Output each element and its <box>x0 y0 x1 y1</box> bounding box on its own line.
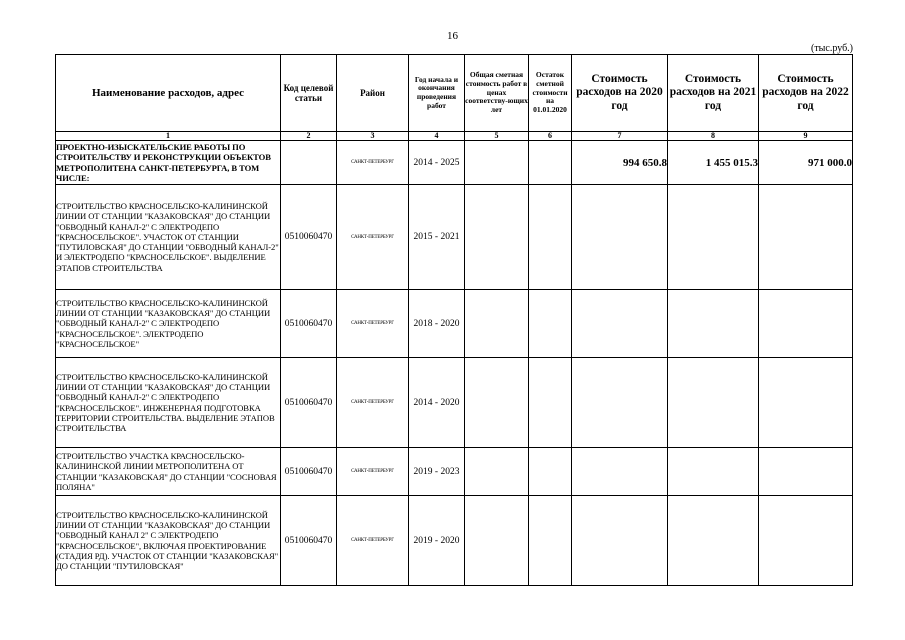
table-row <box>56 290 853 358</box>
column-number: 3 <box>337 132 409 141</box>
column-number: 9 <box>759 132 853 141</box>
column-number: 6 <box>529 132 572 141</box>
row-district: САНКТ-ПЕТЕРБУРГ <box>337 358 409 448</box>
header-name: Наименование расходов, адрес <box>56 55 281 132</box>
header-cost-2020: Стоимость расходов на 2020 год <box>572 55 668 132</box>
header-cost-2021: Стоимость расходов на 2021 год <box>668 55 759 132</box>
row-district: САНКТ-ПЕТЕРБУРГ <box>337 141 409 185</box>
row-cost-2021 <box>668 358 759 448</box>
row-name: СТРОИТЕЛЬСТВО КРАСНОСЕЛЬСКО-КАЛИНИНСКОЙ ЛИНИИ ОТ СТАНЦИИ "КАЗАКОВСКАЯ" ДО СТАНЦИИ "ОБВОДНЫЙ КАНАЛ-2" С ЭЛЕКТРОДЕПО "КРАСНОСЕЛЬСКОЕ". ИНЖЕНЕРНАЯ ПОДГОТОВКА ТЕРРИТОРИИ СТРОИТЕЛЬСТВА. ВЫДЕЛЕНИЕ ЭТАПОВ СТРОИТЕЛЬСТВА <box>56 358 281 448</box>
row-cost-2020: 994 650.8 <box>572 141 668 185</box>
row-cost-2021 <box>668 448 759 496</box>
row-cost-2022 <box>759 290 853 358</box>
row-name: СТРОИТЕЛЬСТВО КРАСНОСЕЛЬСКО-КАЛИНИНСКОЙ ЛИНИИ ОТ СТАНЦИИ "КАЗАКОВСКАЯ" ДО СТАНЦИИ "ОБВОДНЫЙ КАНАЛ-2" С ЭЛЕКТРОДЕПО "КРАСНОСЕЛЬСКОЕ". УЧАСТОК ОТ СТАНЦИИ "ПУТИЛОВСКАЯ" ДО СТАНЦИИ "ОБВОДНЫЙ КАНАЛ-2" И ЭЛЕКТРОДЕПО "КРАСНОСЕЛЬСКОЕ". ВЫДЕЛЕНИЕ ЭТАПОВ СТРОИТЕЛЬСТВА <box>56 185 281 290</box>
row-name: СТРОИТЕЛЬСТВО УЧАСТКА КРАСНОСЕЛЬСКО-КАЛИНИНСКОЙ ЛИНИИ МЕТРОПОЛИТЕНА ОТ СТАНЦИИ "КАЗАКОВСКАЯ" ДО СТАНЦИИ "СОСНОВАЯ ПОЛЯНА" <box>56 448 281 496</box>
row-total-cost <box>465 141 529 185</box>
row-name: СТРОИТЕЛЬСТВО КРАСНОСЕЛЬСКО-КАЛИНИНСКОЙ ЛИНИИ ОТ СТАНЦИИ "КАЗАКОВСКАЯ" ДО СТАНЦИИ "ОБВОДНЫЙ КАНАЛ-2" С ЭЛЕКТРОДЕПО "КРАСНОСЕЛЬСКОЕ". ЭЛЕКТРОДЕПО "КРАСНОСЕЛЬСКОЕ" <box>56 290 281 358</box>
row-cost-2021 <box>668 290 759 358</box>
row-district: САНКТ-ПЕТЕРБУРГ <box>337 185 409 290</box>
row-cost-2021: 1 455 015.3 <box>668 141 759 185</box>
row-district: САНКТ-ПЕТЕРБУРГ <box>337 496 409 586</box>
row-code: 0510060470 <box>281 185 337 290</box>
table-row <box>56 448 853 496</box>
row-years: 2015 - 2021 <box>409 185 465 290</box>
row-years: 2014 - 2025 <box>409 141 465 185</box>
row-total-cost <box>465 290 529 358</box>
row-code <box>281 141 337 185</box>
column-number: 2 <box>281 132 337 141</box>
row-remaining <box>529 448 572 496</box>
column-number: 8 <box>668 132 759 141</box>
row-total-cost <box>465 496 529 586</box>
row-total-cost <box>465 185 529 290</box>
row-total-cost <box>465 448 529 496</box>
row-code: 0510060470 <box>281 496 337 586</box>
header-total-cost: Общая сметная стоимость работ в ценах соответству-ющих лет <box>465 55 529 132</box>
row-years: 2018 - 2020 <box>409 290 465 358</box>
table-row <box>56 141 853 185</box>
row-code: 0510060470 <box>281 290 337 358</box>
row-cost-2020 <box>572 448 668 496</box>
table-row <box>56 358 853 448</box>
row-remaining <box>529 141 572 185</box>
row-cost-2020 <box>572 185 668 290</box>
table-row <box>56 185 853 290</box>
page-number: 16 <box>447 30 458 42</box>
budget-table <box>55 54 853 586</box>
row-code: 0510060470 <box>281 358 337 448</box>
header-cost-2022: Стоимость расходов на 2022 год <box>759 55 853 132</box>
column-number: 5 <box>465 132 529 141</box>
unit-note: (тыс.руб.) <box>810 43 853 54</box>
header-years: Год начала и окончания проведения работ <box>409 55 465 132</box>
row-cost-2022 <box>759 448 853 496</box>
row-total-cost <box>465 358 529 448</box>
row-name: ПРОЕКТНО-ИЗЫСКАТЕЛЬСКИЕ РАБОТЫ ПО СТРОИТЕЛЬСТВУ И РЕКОНСТРУКЦИИ ОБЪЕКТОВ МЕТРОПОЛИТЕНА САНКТ-ПЕТЕРБУРГА, В ТОМ ЧИСЛЕ: <box>56 141 281 185</box>
row-cost-2022: 971 000.0 <box>759 141 853 185</box>
header-remaining: Остаток сметной стоимости на 01.01.2020 <box>529 55 572 132</box>
table-row <box>56 496 853 586</box>
row-cost-2022 <box>759 358 853 448</box>
column-number-row <box>56 132 853 141</box>
row-cost-2021 <box>668 496 759 586</box>
header-district: Район <box>337 55 409 132</box>
row-years: 2019 - 2023 <box>409 448 465 496</box>
row-years: 2014 - 2020 <box>409 358 465 448</box>
row-remaining <box>529 496 572 586</box>
column-number: 4 <box>409 132 465 141</box>
row-cost-2021 <box>668 185 759 290</box>
row-district: САНКТ-ПЕТЕРБУРГ <box>337 448 409 496</box>
row-district: САНКТ-ПЕТЕРБУРГ <box>337 290 409 358</box>
column-number: 1 <box>56 132 281 141</box>
row-cost-2020 <box>572 290 668 358</box>
row-name: СТРОИТЕЛЬСТВО КРАСНОСЕЛЬСКО-КАЛИНИНСКОЙ ЛИНИИ ОТ СТАНЦИИ "КАЗАКОВСКАЯ" ДО СТАНЦИИ "ОБВОДНЫЙ КАНАЛ 2" С ЭЛЕКТРОДЕПО "КРАСНОСЕЛЬСКОЕ", ВКЛЮЧАЯ ПРОЕКТИРОВАНИЕ (СТАДИЯ РД). УЧАСТОК ОТ СТАНЦИИ "КАЗАКОВСКАЯ" ДО СТАНЦИИ "ПУТИЛОВСКАЯ" <box>56 496 281 586</box>
row-remaining <box>529 290 572 358</box>
row-cost-2022 <box>759 496 853 586</box>
row-code: 0510060470 <box>281 448 337 496</box>
header-row <box>56 55 853 132</box>
header-code: Код целевой статьи <box>281 55 337 132</box>
row-remaining <box>529 358 572 448</box>
row-remaining <box>529 185 572 290</box>
column-number: 7 <box>572 132 668 141</box>
row-cost-2022 <box>759 185 853 290</box>
row-cost-2020 <box>572 496 668 586</box>
row-cost-2020 <box>572 358 668 448</box>
row-years: 2019 - 2020 <box>409 496 465 586</box>
